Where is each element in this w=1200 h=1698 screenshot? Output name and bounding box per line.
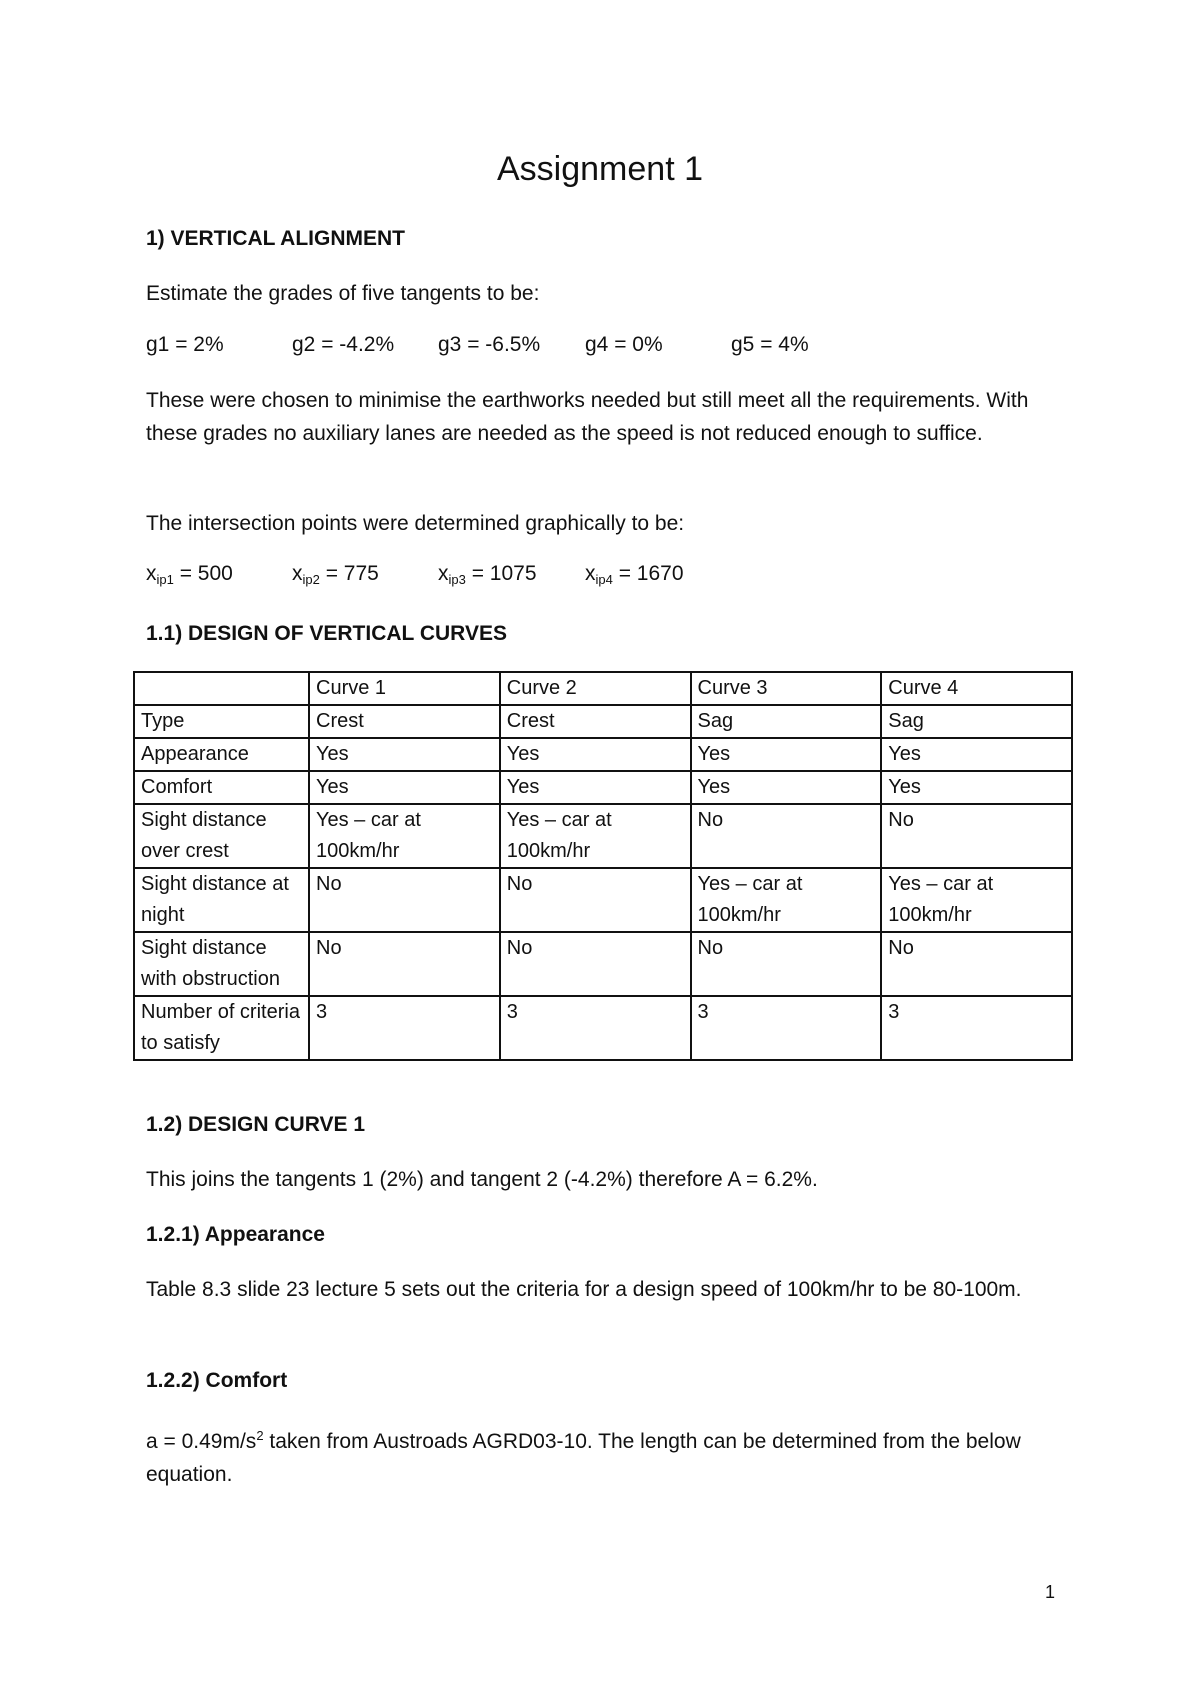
table-row	[134, 868, 1072, 932]
table-cell: No	[881, 804, 1072, 868]
table-cell: Yes – car at 100km/hr	[309, 804, 500, 868]
intersection-point-4: $x_{ip4} = 1670$	[585, 562, 684, 587]
section-heading-design-curve-1: 1.2) DESIGN CURVE 1	[146, 1113, 366, 1136]
table-cell: Yes	[691, 771, 882, 804]
table-cell: Sight distance at night	[134, 868, 309, 932]
design-curve-1-text: This joins the tangents 1 (2%) and tangent 2 (-4.2%) therefore A = 6.2%.	[146, 1168, 818, 1191]
table-cell: Yes	[309, 738, 500, 771]
ip-intro-text: The intersection points were determined graphically to be:	[146, 512, 685, 535]
table-cell: No	[691, 932, 882, 996]
table-cell: Comfort	[134, 771, 309, 804]
table-cell: Yes	[309, 771, 500, 804]
table-cell: Yes – car at 100km/hr	[881, 868, 1072, 932]
table-cell: 3	[500, 996, 691, 1060]
intersection-point-2: $x_{ip2} = 775$	[292, 562, 379, 587]
vertical-curves-criteria-table	[133, 671, 1073, 1061]
table-cell: Yes	[881, 771, 1072, 804]
table-cell: No	[500, 868, 691, 932]
table-header-cell	[134, 672, 309, 705]
section-heading-appearance: 1.2.1) Appearance	[146, 1223, 325, 1246]
grades-row	[0, 333, 1200, 366]
grade-g2: g2 = -4.2%	[292, 333, 395, 356]
table-header-cell: Curve 4	[881, 672, 1072, 705]
table-header-cell: Curve 1	[309, 672, 500, 705]
table-cell: No	[309, 932, 500, 996]
grade-g4: g4 = 0%	[585, 333, 663, 356]
table-cell: Appearance	[134, 738, 309, 771]
intersection-point-1: $x_{ip1} = 500$	[146, 562, 233, 587]
section-heading-design-vertical-curves: 1.1) DESIGN OF VERTICAL CURVES	[146, 622, 507, 645]
table-header-row	[134, 672, 1072, 705]
table-cell: Crest	[500, 705, 691, 738]
table-row	[134, 932, 1072, 996]
grade-g3: g3 = -6.5%	[438, 333, 541, 356]
table-cell: No	[309, 868, 500, 932]
table-row	[134, 705, 1072, 738]
section-heading-comfort: 1.2.2) Comfort	[146, 1369, 288, 1392]
table-cell: 3	[881, 996, 1072, 1060]
table-cell: Sight distance over crest	[134, 804, 309, 868]
grade-g1: g1 = 2%	[146, 333, 224, 356]
table-cell: Sight distance with obstruction	[134, 932, 309, 996]
table-header-cell: Curve 3	[691, 672, 882, 705]
grade-g5: g5 = 4%	[731, 333, 809, 356]
grades-rationale-text: These were chosen to minimise the earthworks needed but still meet all the requirements. With these grades no auxiliary lanes are needed as the speed is not reduced enough to suffice.	[146, 389, 1029, 445]
table-cell: Crest	[309, 705, 500, 738]
table-cell: Sag	[691, 705, 882, 738]
table-row	[134, 804, 1072, 868]
section-heading-vertical-alignment: 1) VERTICAL ALIGNMENT	[146, 227, 406, 250]
comfort-text: $a = 0.49m/s^2$ taken from Austroads AGRD03-10. The length can be determined from the below equation.	[146, 1428, 1021, 1486]
table-cell: Type	[134, 705, 309, 738]
table-cell: Number of criteria to satisfy	[134, 996, 309, 1060]
intersection-point-3: $x_{ip3} = 1075$	[438, 562, 537, 587]
table-cell: Yes	[500, 771, 691, 804]
table-row	[134, 996, 1072, 1060]
table-cell: Yes	[500, 738, 691, 771]
table-cell: Yes	[691, 738, 882, 771]
table-row	[134, 738, 1072, 771]
table-cell: No	[691, 804, 882, 868]
document-title: Assignment 1	[497, 150, 703, 188]
table-cell: No	[500, 932, 691, 996]
table-row	[134, 771, 1072, 804]
appearance-text: Table 8.3 slide 23 lecture 5 sets out the criteria for a design speed of 100km/hr to be 80-100m.	[146, 1278, 1022, 1301]
table-cell: Yes – car at 100km/hr	[691, 868, 882, 932]
table-cell: 3	[691, 996, 882, 1060]
table-cell: Sag	[881, 705, 1072, 738]
grades-intro-text: Estimate the grades of five tangents to be:	[146, 282, 540, 305]
table-cell: Yes – car at 100km/hr	[500, 804, 691, 868]
table-cell: No	[881, 932, 1072, 996]
table-cell: 3	[309, 996, 500, 1060]
intersection-points-row	[0, 562, 1200, 595]
page-number: 1	[1045, 1582, 1056, 1602]
table-cell: Yes	[881, 738, 1072, 771]
table-header-cell: Curve 2	[500, 672, 691, 705]
